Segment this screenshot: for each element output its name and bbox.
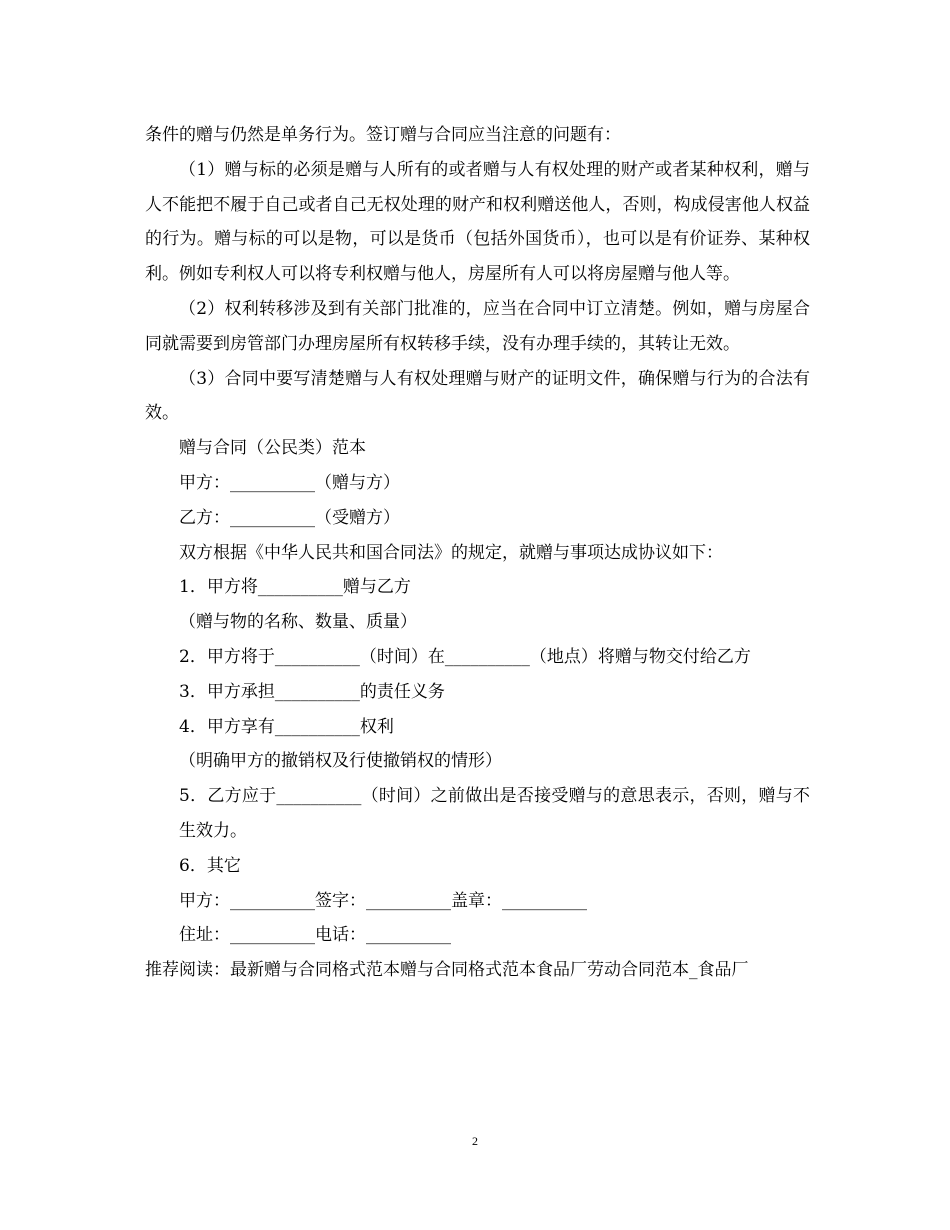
clause-6: 6．其它 bbox=[179, 855, 241, 876]
clause-4: 4．甲方享有__________权利 bbox=[179, 716, 394, 737]
address-phone-line: 住址：__________电话：__________ bbox=[179, 925, 451, 946]
paragraph-point-1: （1）赠与标的必须是赠与人所有的或者赠与人有权处理的财产或者某种权利，赠与人不能把不履于自己或者自己无权处理的财产和权利赠送他人，否则，构成侵害他人权益的行为。赠与标的可以是物，可以是货币（包括外国货币），也可以是有价证券、某种权利。例如专利权人可以将专利权赠与他人，房屋所有人可以将房屋赠与他人等。 bbox=[145, 159, 810, 285]
clause-4-note: （明确甲方的撤销权及行使撤销权的情形） bbox=[179, 751, 502, 772]
paragraph-point-3: （3）合同中要写清楚赠与人有权处理赠与财产的证明文件，确保赠与行为的合法有效。 bbox=[145, 368, 810, 424]
clause-2: 2．甲方将于__________（时间）在__________（地点）将赠与物交付给乙方 bbox=[179, 646, 751, 667]
party-b-line: 乙方：__________（受赠方） bbox=[179, 507, 400, 528]
paragraph-intro: 条件的赠与仍然是单务行为。签订赠与合同应当注意的问题有： bbox=[145, 125, 621, 145]
clause-5: 5．乙方应于__________（时间）之前做出是否接受赠与的意思表示，否则，赠与不生效力。 bbox=[179, 786, 810, 841]
agreement-preamble: 双方根据《中华人民共和国合同法》的规定，就赠与事项达成协议如下： bbox=[179, 542, 723, 563]
page-number: 2 bbox=[472, 1134, 478, 1148]
recommended-reading: 推荐阅读：最新赠与合同格式范本赠与合同格式范本食品厂劳动合同范本_食品厂 bbox=[145, 960, 749, 981]
signature-line-party-a: 甲方：__________签字：__________盖章：__________ bbox=[179, 890, 587, 911]
party-a-line: 甲方：__________（赠与方） bbox=[179, 472, 400, 493]
document-body bbox=[145, 118, 810, 988]
clause-1-note: （赠与物的名称、数量、质量） bbox=[179, 612, 417, 633]
paragraph-point-2: （2）权利转移涉及到有关部门批准的，应当在合同中订立清楚。例如，赠与房屋合同就需要到房管部门办理房屋所有权转移手续，没有办理手续的，其转让无效。 bbox=[145, 298, 810, 354]
contract-title: 赠与合同（公民类）范本 bbox=[179, 438, 366, 459]
clause-3: 3．甲方承担__________的责任义务 bbox=[179, 681, 445, 702]
clause-1: 1．甲方将__________赠与乙方 bbox=[179, 577, 411, 598]
